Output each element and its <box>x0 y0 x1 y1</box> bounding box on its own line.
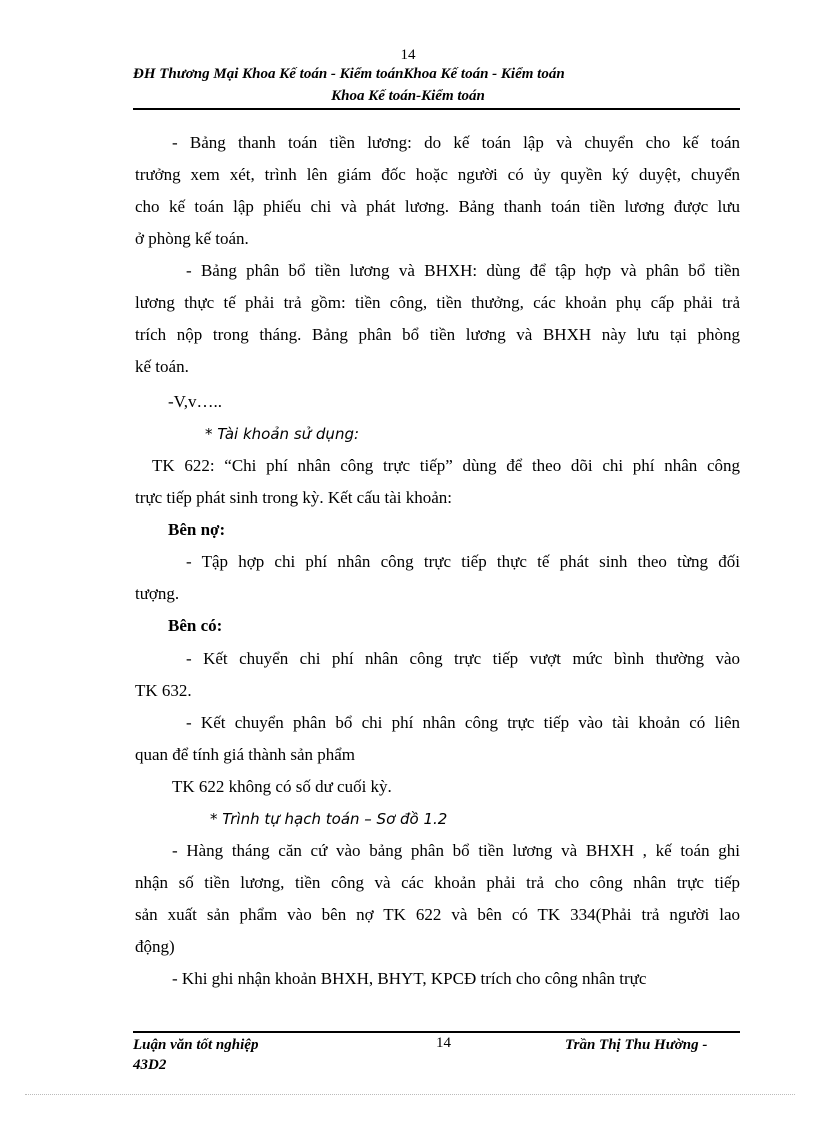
body-line: trực tiếp phát sinh trong kỳ. Kết cấu tài khoản: <box>135 488 453 507</box>
debit-heading: Bên nợ: <box>168 520 226 539</box>
body-line: lương thực tế phải trả gồm: tiền công, tiền thưởng, các khoản phụ cấp phải trả <box>135 293 740 312</box>
body-line: kế toán. <box>135 357 189 376</box>
body-line: tượng. <box>135 584 180 603</box>
header-line-2: Khoa Kế toán-Kiểm toán <box>331 88 485 104</box>
header-rule <box>133 108 740 110</box>
body-line: TK 622: “Chi phí nhân công trực tiếp” dùng để theo dõi chi phí nhân công <box>152 456 740 475</box>
section-heading: * Tài khoản sử dụng: <box>205 425 360 443</box>
body-line: - Bảng phân bổ tiền lương và BHXH: dùng để tập hợp và phân bổ tiền <box>186 261 740 280</box>
body-line: - Kết chuyển phân bổ chi phí nhân công trực tiếp vào tài khoản có liên <box>186 713 740 732</box>
footer-left-1: Luận văn tốt nghiệp <box>133 1037 259 1053</box>
footer-right: Trần Thị Thu Hường - <box>565 1037 708 1053</box>
footer-left-2: 43D2 <box>133 1057 167 1073</box>
credit-heading: Bên có: <box>168 616 223 635</box>
header-page-number: 14 <box>400 47 416 63</box>
body-line: TK 632. <box>135 681 192 700</box>
header-line-1: ĐH Thương Mại Khoa Kế toán - Kiểm toánKhoa Kế toán - Kiểm toán <box>133 66 565 82</box>
section-heading: * Trình tự hạch toán – Sơ đồ 1.2 <box>210 810 448 828</box>
body-line: quan để tính giá thành sản phẩm <box>135 745 356 764</box>
body-line: - Hàng tháng căn cứ vào bảng phân bổ tiền lương và BHXH , kế toán ghi <box>172 841 740 860</box>
footer-rule <box>133 1031 740 1033</box>
body-line: trưởng xem xét, trình lên giám đốc hoặc người có ủy quyền ký duyệt, chuyển <box>135 165 740 184</box>
body-line: trích nộp trong tháng. Bảng phân bổ tiền lương và BHXH này lưu tại phòng <box>135 325 740 344</box>
body-line: cho kế toán lập phiếu chi và phát lương. Bảng thanh toán tiền lương được lưu <box>135 197 740 216</box>
body-line: TK 622 không có số dư cuối kỳ. <box>172 777 392 796</box>
body-line: động) <box>135 937 175 956</box>
body-line: - Bảng thanh toán tiền lương: do kế toán lập và chuyển cho kế toán <box>172 133 740 152</box>
body-line: nhận số tiền lương, tiền công và các khoản phải trả cho công nhân trực tiếp <box>135 873 740 892</box>
page-edge-divider <box>25 1094 795 1095</box>
body-line: - Tập hợp chi phí nhân công trực tiếp thực tế phát sinh theo từng đối <box>186 552 740 571</box>
body-line: ở phòng kế toán. <box>135 229 249 248</box>
footer-page-number: 14 <box>436 1035 451 1051</box>
body-line: - Khi ghi nhận khoản BHXH, BHYT, KPCĐ trích cho công nhân trực <box>172 969 647 988</box>
body-line: -V,v….. <box>168 392 222 411</box>
body-line: sản xuất sản phẩm vào bên nợ TK 622 và bên có TK 334(Phải trả người lao <box>135 905 740 924</box>
body-line: - Kết chuyển chi phí nhân công trực tiếp vượt mức bình thường vào <box>186 649 740 668</box>
